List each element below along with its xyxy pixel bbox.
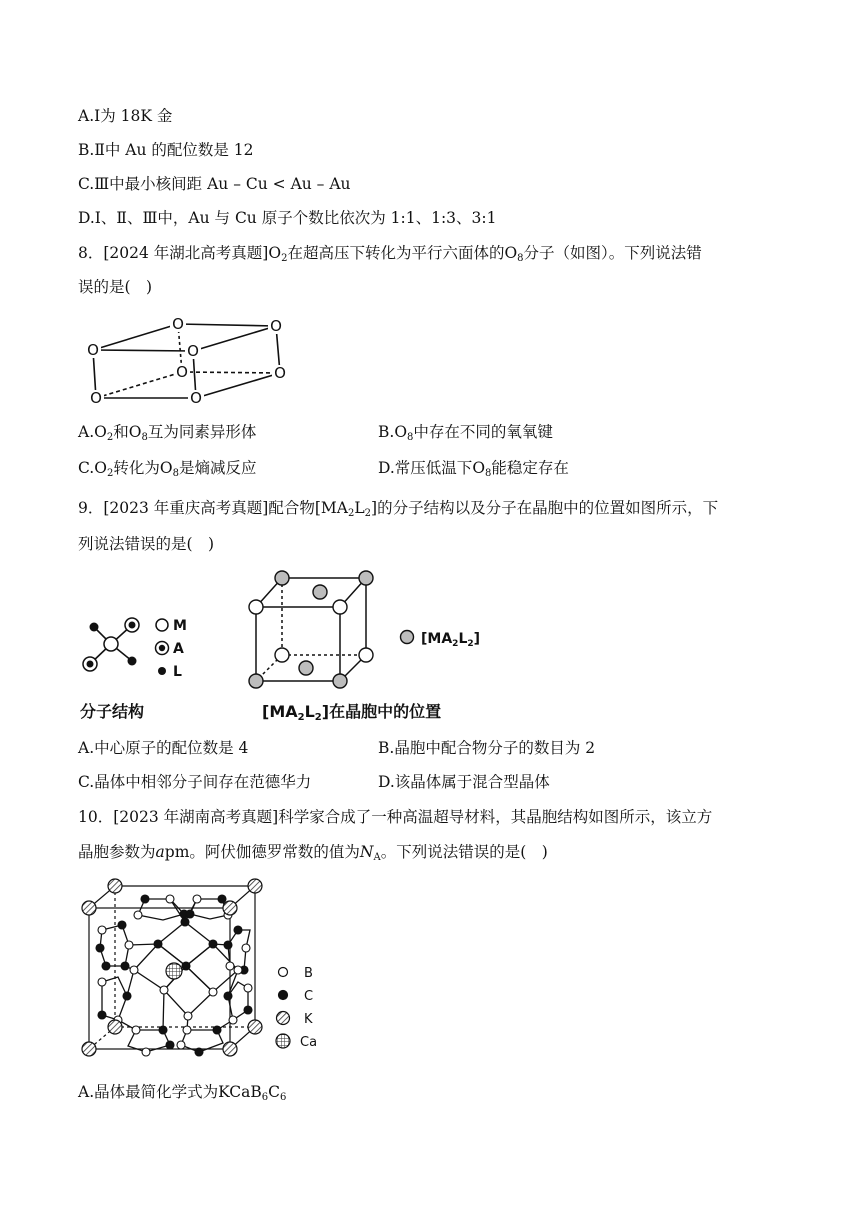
q9-option-a: A.中心原子的配位数是 4 — [78, 739, 249, 757]
k-atom — [248, 879, 262, 893]
k-atom — [82, 1042, 96, 1056]
o-atom-label: O — [90, 389, 102, 407]
caption-molecule: 分子结构 — [80, 702, 145, 721]
legend-l-icon — [158, 667, 166, 675]
o-atom-label: O — [87, 341, 99, 359]
ca-atom — [166, 963, 182, 979]
legend-a-label: A — [173, 641, 184, 657]
legend-b-label: B — [304, 966, 313, 981]
q7-option-b: B.Ⅱ中 Au 的配位数是 12 — [78, 141, 254, 159]
q7-option-d: D.Ⅰ、Ⅱ、Ⅲ中，Au 与 Cu 原子个数比依次为 1:1、1:3、3:1 — [78, 209, 497, 227]
q8-option-c: $C.O_2$转化为$O_8$是熵减反应 — [78, 459, 257, 479]
ligand-l-atom — [90, 623, 99, 632]
legend-molecule-icon — [401, 631, 414, 644]
unit-cell-diagram — [240, 566, 490, 696]
q9-option-d: D.该晶体属于混合型晶体 — [378, 773, 550, 791]
q9-option-c: C.晶体中相邻分子间存在范德华力 — [78, 773, 312, 791]
molecule-site — [333, 674, 347, 688]
o-atom-label: O — [274, 364, 286, 382]
q10-option-a: A.晶体最简化学式为$KCaB_6C_6$ — [78, 1083, 287, 1103]
q7-option-a: A.Ⅰ为 18K 金 — [78, 107, 173, 125]
q9-stem: 9．[2023 年重庆高考真题]配合物$[MA_2L_2]$的分子结构以及分子在晶胞中的位置如图所示，下 — [78, 499, 719, 519]
molecule-site — [313, 585, 327, 599]
o-atom-label: O — [176, 363, 188, 381]
q8-stem-line2: 误的是( ) — [78, 278, 153, 296]
molecule-site — [359, 571, 373, 585]
legend-ca-icon — [276, 1034, 290, 1048]
metal-atom — [104, 637, 118, 651]
q10-stem-line2: 晶胞参数为apm。阿伏伽德罗常数的值为$N_A$。下列说法错误的是( ) — [78, 843, 548, 863]
q10-stem: 10．[2023 年湖南高考真题]科学家合成了一种高温超导材料，其晶胞结构如图所示，该立方 — [78, 808, 713, 826]
k-atom — [223, 901, 237, 915]
k-atom — [223, 1042, 237, 1056]
legend-ca-label: Ca — [300, 1035, 318, 1050]
k-atom — [82, 901, 96, 915]
o-atom-label: O — [190, 389, 202, 407]
o-atom-label: O — [172, 315, 184, 333]
molecule-site — [275, 571, 289, 585]
caption-unit-cell: $[MA_2L_2]$在晶胞中的位置 — [262, 702, 442, 723]
legend-b-icon — [279, 968, 288, 977]
legend-m-label: M — [173, 618, 187, 634]
q7-option-c: C.Ⅲ中最小核间距 Au – Cu < Au – Au — [78, 175, 351, 193]
molecule-site — [249, 674, 263, 688]
legend-m-icon — [156, 619, 168, 631]
superconductor-unit-cell-diagram — [78, 870, 328, 1070]
k-atom — [108, 1020, 122, 1034]
o-atom-label: O — [270, 317, 282, 335]
o8-structure-diagram — [80, 312, 300, 412]
q8-option-d: D.常压低温下$O_8$能稳定存在 — [378, 459, 569, 479]
o-atom-label: O — [187, 342, 199, 360]
legend-c-icon — [279, 991, 288, 1000]
legend-k-label: K — [304, 1012, 313, 1027]
molecule-structure-diagram — [74, 608, 204, 688]
legend-l-label: L — [173, 664, 182, 680]
legend-c-label: C — [304, 989, 314, 1004]
q9-option-b: B.晶胞中配合物分子的数目为 2 — [378, 739, 596, 757]
legend-molecule-label: $[MA_2L_2]$ — [421, 631, 481, 649]
q8-option-b: $B.O_8$中存在不同的氧氧键 — [378, 423, 553, 443]
q8-option-a: $A.O_2$和$O_8$互为同素异形体 — [78, 423, 257, 443]
q9-stem-line2: 列说法错误的是( ) — [78, 535, 215, 553]
molecule-site — [299, 661, 313, 675]
legend-k-icon — [277, 1012, 290, 1025]
k-atom — [108, 879, 122, 893]
q8-stem: 8．[2024 年湖北高考真题]$O_2$在超高压下转化为平行六面体的$O_8$分子（如图）。下列说法错 — [78, 244, 702, 264]
k-atom — [248, 1020, 262, 1034]
ligand-l-atom — [128, 657, 137, 666]
